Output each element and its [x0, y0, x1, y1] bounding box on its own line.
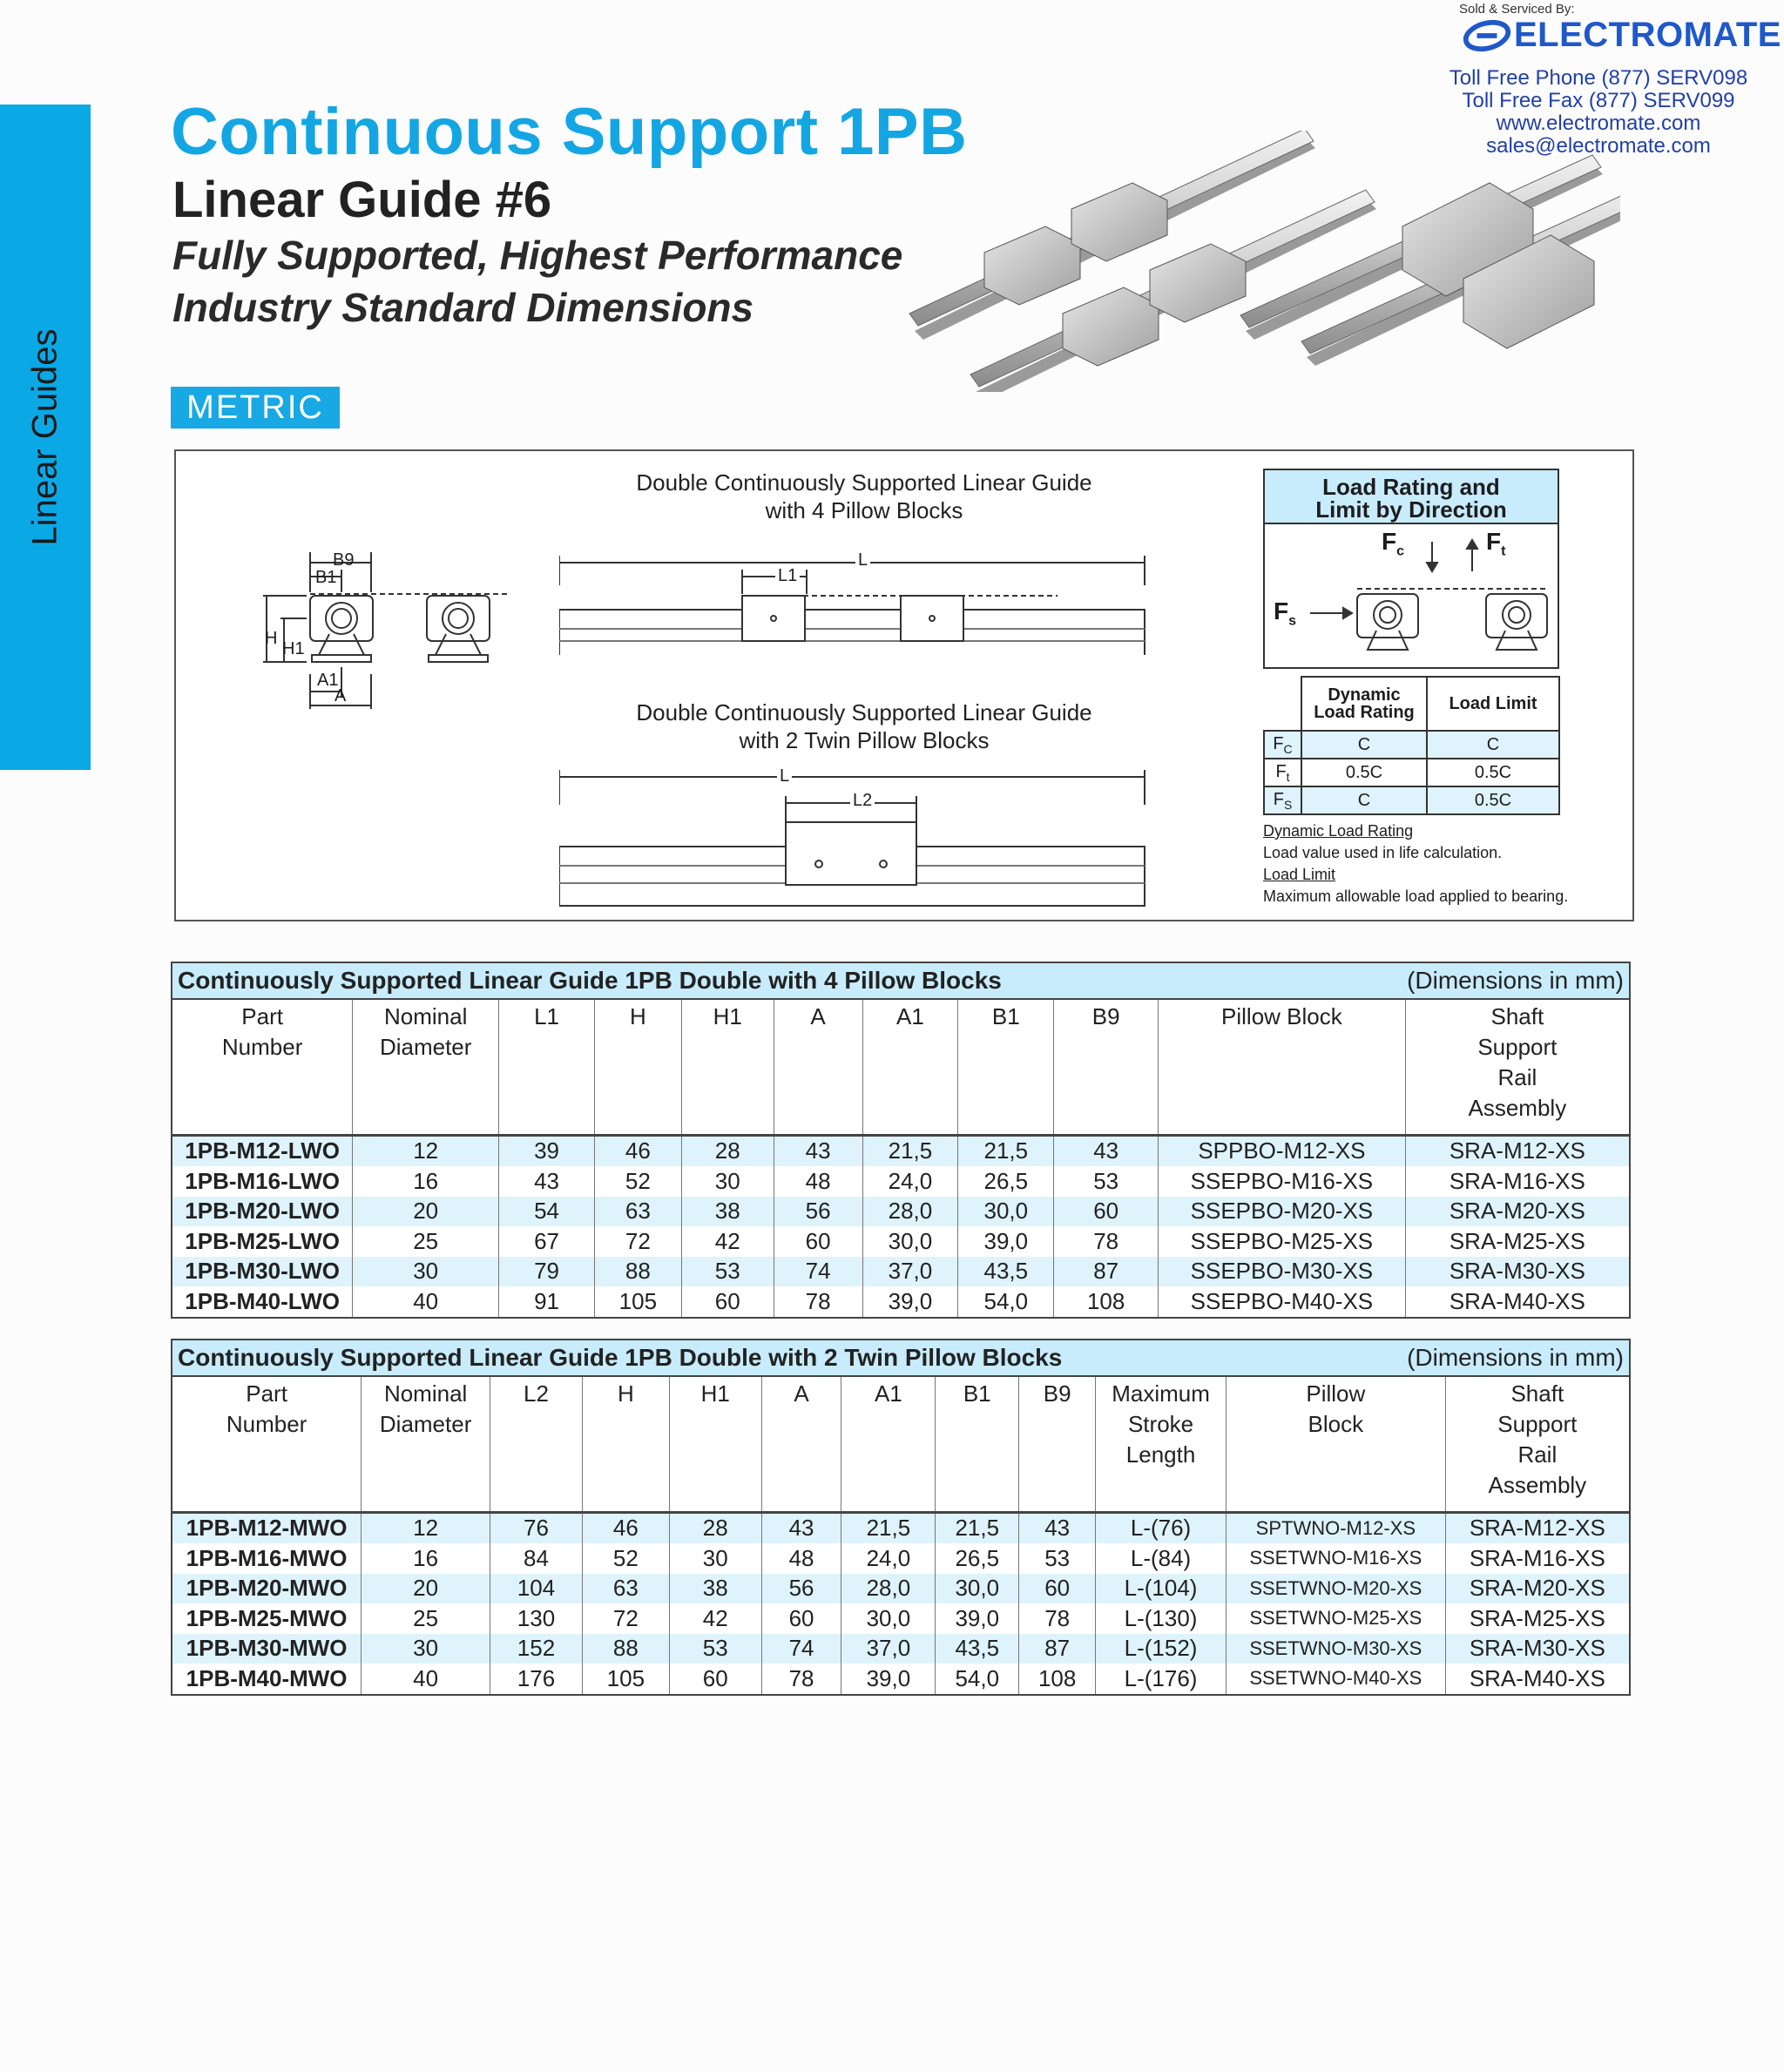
table-cell: SSETWNO-M20-XS [1226, 1574, 1446, 1604]
dim-label-b9: B9 [333, 550, 355, 570]
table-cell: 105 [582, 1664, 669, 1695]
table-cell: 53 [669, 1634, 761, 1664]
table-cell: 43 [1054, 1135, 1159, 1166]
load-col-dynamic-1: Dynamic [1328, 685, 1401, 705]
note-dlr-title: Dynamic Load Rating [1263, 822, 1414, 840]
table-cell: 67 [499, 1226, 595, 1257]
table-cell: 28 [681, 1135, 774, 1166]
table-cell: 84 [490, 1543, 583, 1574]
table-cell: 130 [490, 1603, 583, 1634]
dim-label-a1: A1 [317, 671, 339, 690]
header-rail: Rail [1497, 1064, 1537, 1090]
table-cell: 30 [669, 1543, 761, 1574]
table-cell: SRA-M25-XS [1445, 1603, 1630, 1634]
table1-header-shaft [1405, 999, 1630, 1135]
caption-4-line2: with 4 Pillow Blocks [765, 497, 963, 523]
load-direction-box [1263, 469, 1559, 669]
load-col-dynamic [1301, 677, 1427, 731]
table-cell: 24,0 [841, 1543, 936, 1574]
table2-body [172, 1512, 1630, 1695]
load-row-dir [1264, 759, 1301, 786]
force-fc-letter: F [1382, 528, 1397, 555]
load-rating-table [1263, 676, 1560, 815]
table-cell: 60 [761, 1603, 841, 1634]
dim-label-b1: B1 [315, 568, 337, 587]
table1-header-a1: A1 [862, 999, 958, 1135]
table-cell: 52 [594, 1166, 681, 1197]
table-cell: 60 [774, 1226, 862, 1257]
sold-by-label: Sold & Serviced By: [1459, 2, 1575, 17]
table-cell: L-(84) [1096, 1543, 1226, 1574]
table-cell: SRA-M16-XS [1405, 1166, 1630, 1197]
part-number-cell: 1PB-M25-LWO [172, 1226, 353, 1257]
load-row-dir-letter: F [1273, 789, 1284, 809]
header-part: Part [241, 1003, 283, 1029]
table-cell: 39,0 [862, 1286, 958, 1318]
table1-header-l1: L1 [499, 999, 595, 1135]
dim-label-l-2: L [777, 766, 792, 786]
load-direction-title [1265, 470, 1558, 524]
table-cell: SSEPBO-M20-XS [1159, 1197, 1406, 1227]
table2-header-a: A [761, 1376, 841, 1512]
load-row-dir-sub: C [1283, 741, 1293, 756]
table-cell: L-(76) [1096, 1512, 1226, 1543]
table-cell: 56 [774, 1197, 862, 1227]
table1-header-nominal [353, 999, 499, 1135]
part-number-cell: 1PB-M20-LWO [172, 1197, 353, 1227]
table-cell: 43 [761, 1512, 841, 1543]
table2-header-shaft [1445, 1376, 1630, 1512]
part-number-cell: 1PB-M25-MWO [172, 1603, 362, 1634]
table-cell: 21,5 [841, 1512, 936, 1543]
table2-title: Continuously Supported Linear Guide 1PB Double with 2 Twin Pillow Blocks [178, 1344, 1063, 1371]
table-cell: 21,5 [862, 1135, 958, 1166]
table-row [172, 1634, 1630, 1664]
table1-header-part [172, 999, 353, 1135]
table-cell: 37,0 [841, 1634, 936, 1664]
table-cell: 16 [353, 1166, 499, 1197]
table-cell: 60 [1054, 1197, 1159, 1227]
rail-assembly-4-blocks [909, 131, 1376, 392]
table-cell: 43 [774, 1135, 862, 1166]
spec-table-4-pillow-blocks [171, 962, 1631, 1319]
force-fs-label [1274, 597, 1296, 630]
table-cell: 63 [594, 1197, 681, 1227]
table2-header-h1: H1 [669, 1376, 761, 1512]
table-cell: 108 [1054, 1286, 1159, 1318]
table-row [172, 1226, 1630, 1257]
table-row [172, 1574, 1630, 1604]
table-row [172, 1286, 1630, 1318]
table-cell: 39 [499, 1135, 595, 1166]
table-cell: 21,5 [958, 1135, 1054, 1166]
table2-header-l2: L2 [490, 1376, 583, 1512]
table-cell: L-(152) [1096, 1634, 1226, 1664]
tagline-2: Industry Standard Dimensions [172, 285, 754, 330]
table-cell: L-(130) [1096, 1603, 1226, 1634]
load-row-limit: 0.5C [1427, 786, 1559, 814]
table-row [172, 1257, 1630, 1287]
table-cell: 54,0 [958, 1286, 1054, 1318]
table-cell: SSETWNO-M40-XS [1226, 1664, 1446, 1695]
load-row-rating: C [1301, 786, 1427, 814]
dimension-diagram-box [174, 449, 1634, 921]
table-cell: 38 [681, 1197, 774, 1227]
table-cell: 53 [681, 1257, 774, 1287]
dim-label-l2: L2 [850, 791, 875, 811]
table-cell: 63 [582, 1574, 669, 1604]
load-row-dir-sub: t [1286, 769, 1290, 784]
note-dlr-text: Load value used in life calculation. [1263, 844, 1503, 861]
load-row-dir [1264, 731, 1301, 759]
table-cell: 78 [1054, 1226, 1159, 1257]
header-maximum: Maximum [1112, 1380, 1210, 1407]
table-cell: SRA-M40-XS [1445, 1664, 1630, 1695]
table-cell: 88 [582, 1634, 669, 1664]
table-cell: 53 [1054, 1166, 1159, 1197]
table-cell: SRA-M12-XS [1405, 1135, 1630, 1166]
table1-header-b1: B1 [958, 999, 1054, 1135]
table-cell: 52 [582, 1543, 669, 1574]
table-cell: 54 [499, 1197, 595, 1227]
table-cell: 21,5 [936, 1512, 1019, 1543]
table-cell: 60 [1019, 1574, 1096, 1604]
table-cell: SRA-M16-XS [1445, 1543, 1630, 1574]
table-cell: 20 [362, 1574, 490, 1604]
table-cell: 30 [362, 1634, 490, 1664]
table-cell: 39,0 [958, 1226, 1054, 1257]
spec-table-2-twin-pillow-blocks [171, 1339, 1631, 1696]
force-ft-label [1486, 528, 1505, 560]
table-cell: 87 [1054, 1257, 1159, 1287]
table-cell: 26,5 [958, 1166, 1054, 1197]
table-cell: 46 [594, 1135, 681, 1166]
dim-label-a: A [334, 686, 347, 705]
rail-assembly-2-twin-blocks [1240, 155, 1620, 366]
table-cell: 30 [353, 1257, 499, 1287]
table-cell: 152 [490, 1634, 583, 1664]
table-row [172, 1664, 1630, 1695]
table-cell: 176 [490, 1664, 583, 1695]
vendor-email-link[interactable]: sales@electromate.com [1486, 134, 1711, 158]
side-tab [0, 105, 91, 770]
table-row [172, 1197, 1630, 1227]
table-cell: 25 [362, 1603, 490, 1634]
load-direction-title-1: Load Rating and [1322, 474, 1500, 500]
table-cell: 74 [761, 1634, 841, 1664]
header-nominal: Nominal [383, 1003, 468, 1029]
vendor-phone: Toll Free Phone (877) SERV098 [1449, 66, 1748, 90]
header-part: Part [246, 1380, 287, 1407]
table-cell: 12 [353, 1135, 499, 1166]
table-cell: SRA-M12-XS [1445, 1512, 1630, 1543]
table-cell: SRA-M30-XS [1405, 1257, 1630, 1287]
table-cell: 60 [669, 1664, 761, 1695]
table-cell: 28 [669, 1512, 761, 1543]
table-cell: 28,0 [841, 1574, 936, 1604]
load-notes [1263, 820, 1568, 908]
table-cell: 20 [353, 1197, 499, 1227]
table-cell: 30,0 [936, 1574, 1019, 1604]
note-ll-title: Load Limit [1263, 866, 1336, 883]
header-support: Support [1477, 1034, 1558, 1060]
table-cell: 28,0 [862, 1197, 958, 1227]
load-col-limit: Load Limit [1427, 677, 1559, 731]
table-cell: SRA-M20-XS [1445, 1574, 1630, 1604]
table-cell: 87 [1019, 1634, 1096, 1664]
table-cell: 60 [681, 1286, 774, 1318]
table-cell: 30 [681, 1166, 774, 1197]
table1-title-cell [172, 962, 1630, 999]
table2-title-cell [172, 1340, 1630, 1376]
table-cell: 42 [681, 1226, 774, 1257]
table-cell: 88 [594, 1257, 681, 1287]
table-cell: 54,0 [936, 1664, 1019, 1695]
top-view-2-twin-blocks [559, 761, 1169, 918]
force-ft-sub: t [1501, 543, 1506, 559]
table1-header-a: A [774, 999, 862, 1135]
note-ll-text: Maximum allowable load applied to bearing. [1263, 888, 1569, 905]
force-fc-sub: c [1396, 543, 1405, 559]
table-cell: 48 [761, 1543, 841, 1574]
table1-header-b9: B9 [1054, 999, 1159, 1135]
dim-label-h1: H1 [282, 639, 305, 658]
header-stroke: Stroke [1127, 1411, 1194, 1437]
caption-2-line2: with 2 Twin Pillow Blocks [739, 727, 990, 753]
table-cell: SPTWNO-M12-XS [1226, 1512, 1446, 1543]
dim-label-h: H [265, 629, 278, 648]
table-cell: 43 [1019, 1512, 1096, 1543]
table1-dims-note: (Dimensions in mm) [1407, 967, 1624, 994]
table-cell: 104 [490, 1574, 583, 1604]
product-illustration [897, 131, 1620, 392]
table-cell: SRA-M25-XS [1405, 1226, 1630, 1257]
table2-header-part [172, 1376, 362, 1512]
table-cell: 48 [774, 1166, 862, 1197]
table-cell: 42 [669, 1603, 761, 1634]
header-diameter: Diameter [379, 1411, 472, 1437]
table-cell: 30,0 [862, 1226, 958, 1257]
table2-header-nominal [362, 1376, 490, 1512]
caption-4-blocks [559, 469, 1169, 524]
table-cell: 78 [761, 1664, 841, 1695]
table-cell: SRA-M40-XS [1405, 1286, 1630, 1318]
table-cell: SRA-M30-XS [1445, 1634, 1630, 1664]
header-number: Number [221, 1034, 303, 1060]
header-rail: Rail [1517, 1441, 1558, 1468]
header-shaft: Shaft [1490, 1003, 1544, 1029]
table-row [172, 1512, 1630, 1543]
header-nominal: Nominal [383, 1380, 468, 1407]
table-cell: SSEPBO-M25-XS [1159, 1226, 1406, 1257]
table-cell: 46 [582, 1512, 669, 1543]
header-shaft: Shaft [1510, 1380, 1564, 1407]
table1-header-h1: H1 [681, 999, 774, 1135]
table-cell: 78 [774, 1286, 862, 1318]
header-assembly: Assembly [1468, 1095, 1567, 1121]
table-cell: SRA-M20-XS [1405, 1197, 1630, 1227]
header-pillow: Pillow [1306, 1380, 1366, 1407]
table-row [172, 1543, 1630, 1574]
table-cell: 108 [1019, 1664, 1096, 1695]
table2-dims-note: (Dimensions in mm) [1407, 1344, 1624, 1371]
caption-4-line1: Double Continuously Supported Linear Guide [636, 469, 1092, 496]
vendor-website-link[interactable]: www.electromate.com [1496, 111, 1701, 135]
table-cell: 30,0 [958, 1197, 1054, 1227]
table-cell: 26,5 [936, 1543, 1019, 1574]
table-cell: 40 [353, 1286, 499, 1318]
load-direction-diagram [1265, 524, 1558, 667]
table-cell: 37,0 [862, 1257, 958, 1287]
table-cell: 72 [594, 1226, 681, 1257]
table-cell: 38 [669, 1574, 761, 1604]
page-title: Continuous Support 1PB [171, 95, 968, 169]
table-cell: 105 [594, 1286, 681, 1318]
table1-header-h: H [594, 999, 681, 1135]
table-cell: L-(104) [1096, 1574, 1226, 1604]
caption-2-line1: Double Continuously Supported Linear Guide [636, 699, 1092, 726]
table-cell: 12 [362, 1512, 490, 1543]
table2-header-h: H [582, 1376, 669, 1512]
table1-title: Continuously Supported Linear Guide 1PB Double with 4 Pillow Blocks [178, 967, 1002, 994]
table-cell: 56 [761, 1574, 841, 1604]
dim-label-l1: L1 [775, 566, 800, 586]
table-row [172, 1166, 1630, 1197]
table-cell: 91 [499, 1286, 595, 1318]
tagline-1: Fully Supported, Highest Performance [172, 233, 903, 278]
electromate-logo-icon [1462, 17, 1512, 54]
table-cell: SSEPBO-M16-XS [1159, 1166, 1406, 1197]
end-view-diagram [258, 543, 598, 718]
load-row-dir-letter: F [1275, 761, 1287, 781]
load-direction-title-2: Limit by Direction [1315, 496, 1507, 523]
part-number-cell: 1PB-M30-LWO [172, 1257, 353, 1287]
table-cell: 43,5 [958, 1257, 1054, 1287]
table-cell: 39,0 [841, 1664, 936, 1695]
table-cell: 25 [353, 1226, 499, 1257]
table-cell: 24,0 [862, 1166, 958, 1197]
table-cell: SSETWNO-M30-XS [1226, 1634, 1446, 1664]
dim-label-l: L [855, 550, 870, 570]
metric-badge: METRIC [171, 387, 340, 429]
header-number: Number [226, 1411, 307, 1437]
table-cell: 72 [582, 1603, 669, 1634]
table-cell: SSEPBO-M30-XS [1159, 1257, 1406, 1287]
table2-header-stroke [1096, 1376, 1226, 1512]
table-cell: SSEPBO-M40-XS [1159, 1286, 1406, 1318]
load-row-limit: 0.5C [1427, 759, 1559, 786]
table1-body [172, 1135, 1630, 1318]
header-length: Length [1125, 1441, 1196, 1468]
vendor-brand: ELECTROMATE [1514, 16, 1781, 54]
load-row-dir [1264, 786, 1301, 814]
table2-header-pillow [1226, 1376, 1446, 1512]
table-cell: L-(176) [1096, 1664, 1226, 1695]
page-subtitle: Linear Guide #6 [172, 172, 552, 228]
part-number-cell: 1PB-M12-LWO [172, 1135, 353, 1166]
table-cell: 78 [1019, 1603, 1096, 1634]
table-row [172, 1603, 1630, 1634]
table-cell: 74 [774, 1257, 862, 1287]
table-cell: 16 [362, 1543, 490, 1574]
vendor-fax: Toll Free Fax (877) SERV099 [1462, 89, 1735, 112]
force-ft-letter: F [1486, 528, 1502, 555]
part-number-cell: 1PB-M16-MWO [172, 1543, 362, 1574]
table-row [172, 1135, 1630, 1166]
table-cell: 40 [362, 1664, 490, 1695]
part-number-cell: 1PB-M12-MWO [172, 1512, 362, 1543]
table-cell: 30,0 [841, 1603, 936, 1634]
load-row-dir-sub: S [1283, 797, 1293, 812]
table-cell: 43,5 [936, 1634, 1019, 1664]
load-row-limit: C [1427, 731, 1559, 759]
caption-2-twin-blocks [559, 699, 1169, 754]
table1-header-pillow: Pillow Block [1159, 999, 1406, 1135]
table-cell: 79 [499, 1257, 595, 1287]
header-block: Block [1308, 1411, 1364, 1437]
load-row-rating: 0.5C [1301, 759, 1427, 786]
table-cell: SSETWNO-M16-XS [1226, 1543, 1446, 1574]
table-cell: 76 [490, 1512, 583, 1543]
table-cell: 43 [499, 1166, 595, 1197]
header-diameter: Diameter [379, 1034, 472, 1060]
load-row-rating: C [1301, 731, 1427, 759]
table-cell: 53 [1019, 1543, 1096, 1574]
part-number-cell: 1PB-M40-MWO [172, 1664, 362, 1695]
header-support: Support [1497, 1411, 1578, 1437]
table-cell: SPPBO-M12-XS [1159, 1135, 1406, 1166]
force-fs-letter: F [1274, 597, 1289, 624]
part-number-cell: 1PB-M30-MWO [172, 1634, 362, 1664]
part-number-cell: 1PB-M20-MWO [172, 1574, 362, 1604]
table2-header-b1: B1 [936, 1376, 1019, 1512]
load-col-dynamic-2: Load Rating [1314, 703, 1415, 722]
table-cell: 39,0 [936, 1603, 1019, 1634]
table-cell: SSETWNO-M25-XS [1226, 1603, 1446, 1634]
table2-header-a1: A1 [841, 1376, 936, 1512]
load-row-dir-letter: F [1273, 733, 1284, 753]
part-number-cell: 1PB-M16-LWO [172, 1166, 353, 1197]
force-fc-label [1382, 528, 1404, 560]
header-assembly: Assembly [1488, 1472, 1587, 1498]
force-fs-sub: s [1288, 613, 1297, 629]
side-tab-label: Linear Guides [25, 328, 64, 546]
part-number-cell: 1PB-M40-LWO [172, 1286, 353, 1318]
table2-header-b9: B9 [1019, 1376, 1096, 1512]
